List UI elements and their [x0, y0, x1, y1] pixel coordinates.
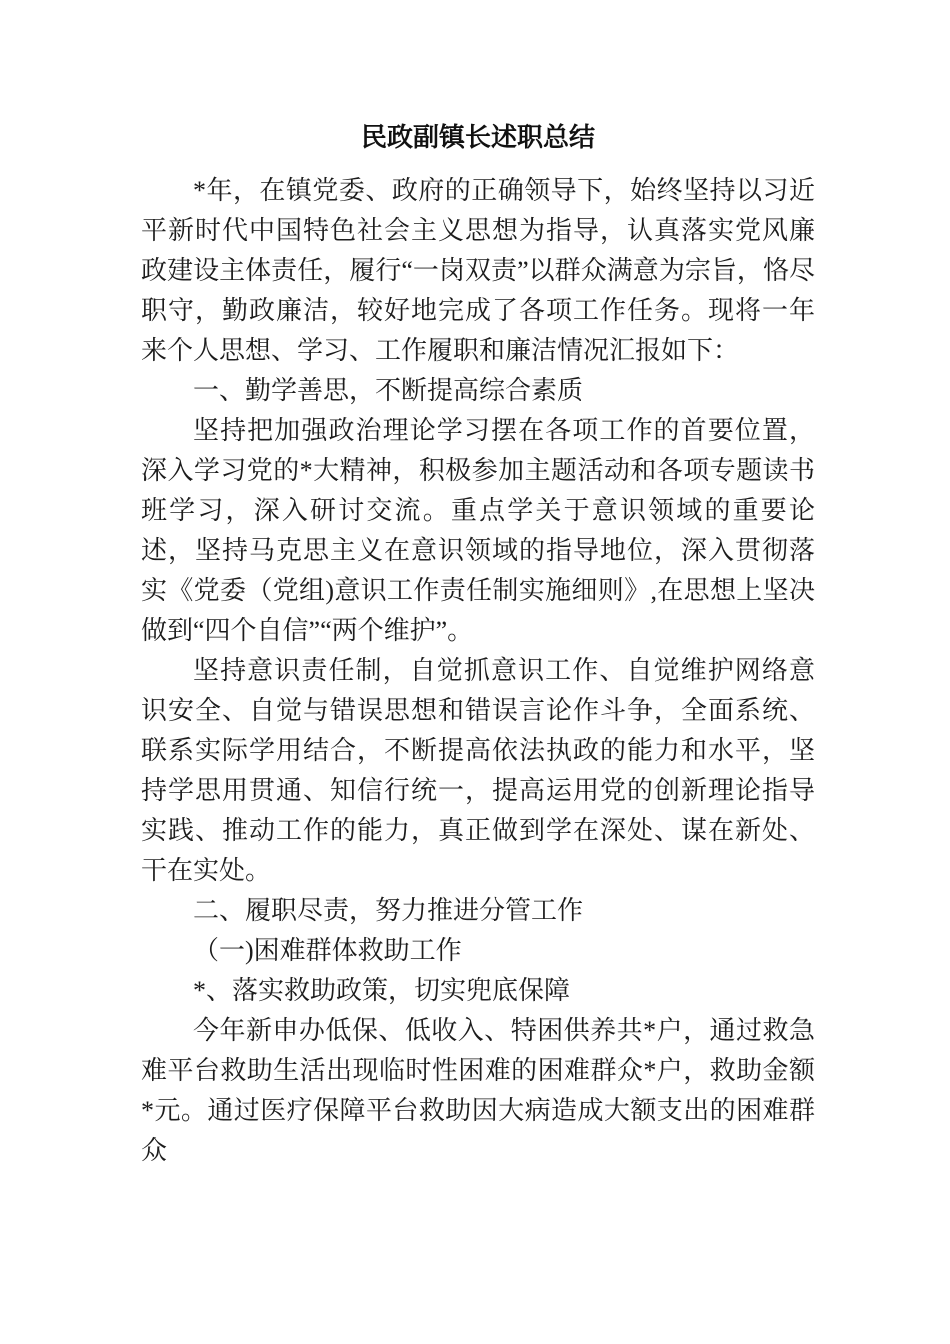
document-body: [141, 117, 815, 1171]
section-heading-2: 二、履职尽责，努力推进分管工作: [193, 896, 584, 925]
subsection-heading-relief-work: （一)困难群体救助工作: [193, 936, 462, 965]
paragraph-study-theory: 坚持把加强政治理论学习摆在各项工作的首要位置，深入学习党的*大精神，积极参加主题活动和各项专题读书班学习，深入研讨交流。重点学关于意识领域的重要论述，坚持马克思主义在意识领域的指导地位，深入贯彻落实《党委（党组)意识工作责任制实施细则》,在思想上坚决做到“四个自信”“两个维护”。: [141, 416, 815, 645]
paragraph-ideology-responsibility: 坚持意识责任制，自觉抓意识工作、自觉维护网络意识安全、自觉与错误思想和错误言论作斗争，全面系统、联系实际学用结合，不断提高依法执政的能力和水平，坚持学思用贯通、知信行统一，提高运用党的创新理论指导实践、推动工作的能力，真正做到学在深处、谋在新处、干在实处。: [141, 656, 815, 885]
section-heading-1: 一、勤学善思，不断提高综合素质: [193, 376, 584, 405]
paragraph-relief-details: 今年新申办低保、低收入、特困供养共*户，通过救急难平台救助生活出现临时性困难的困难群众*户，救助金额*元。通过医疗保障平台救助因大病造成大额支出的困难群众: [141, 1016, 815, 1165]
paragraph-intro: *年，在镇党委、政府的正确领导下，始终坚持以习近平新时代中国特色社会主义思想为指导，认真落实党风廉政建设主体责任，履行“一岗双责”以群众满意为宗旨，恪尽职守，勤政廉洁，较好地完成了各项工作任务。现将一年来个人思想、学习、工作履职和廉洁情况汇报如下：: [141, 176, 815, 365]
subsection-heading-relief-policy: *、落实救助政策，切实兜底保障: [193, 976, 571, 1005]
document-title: 民政副镇长述职总结: [360, 122, 595, 152]
